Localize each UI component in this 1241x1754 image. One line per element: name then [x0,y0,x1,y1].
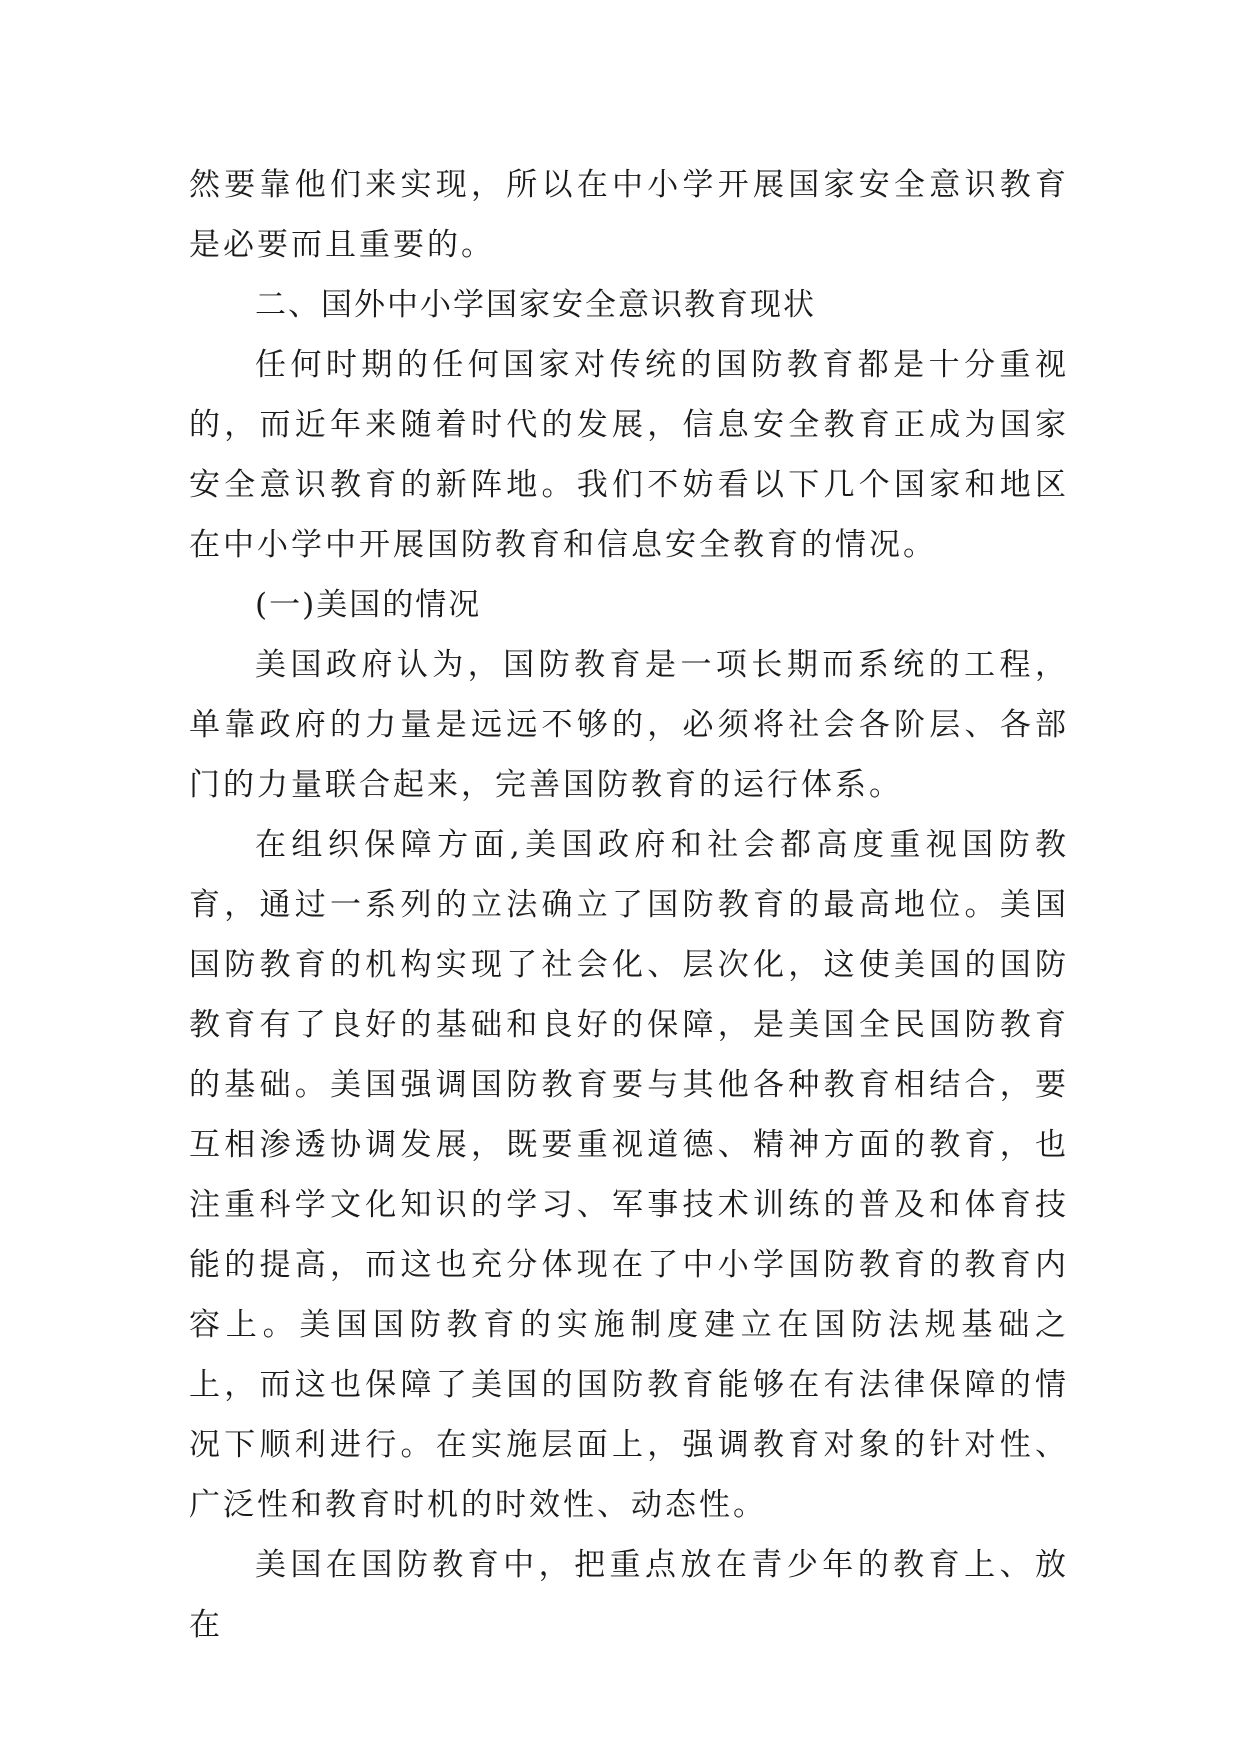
paragraph: 美国政府认为，国防教育是一项长期而系统的工程，单靠政府的力量是远远不够的，必须将社会各阶层、各部门的力量联合起来，完善国防教育的运行体系。 [189,647,1069,803]
paragraph-continuation: 然要靠他们来实现，所以在中小学开展国家安全意识教育是必要而且重要的。 [189,167,1069,263]
document-body [189,155,1069,1655]
subsection-heading: (一)美国的情况 [255,587,482,623]
paragraph: 任何时期的任何国家对传统的国防教育都是十分重视的，而近年来随着时代的发展，信息安全教育正成为国家安全意识教育的新阵地。我们不妨看以下几个国家和地区在中小学中开展国防教育和信息安全教育的情况。 [189,347,1069,563]
section-heading: 二、国外中小学国家安全意识教育现状 [255,287,816,323]
paragraph: 在组织保障方面,美国政府和社会都高度重视国防教育，通过一系列的立法确立了国防教育的最高地位。美国国防教育的机构实现了社会化、层次化，这使美国的国防教育有了良好的基础和良好的保障，是美国全民国防教育的基础。美国强调国防教育要与其他各种教育相结合，要互相渗透协调发展，既要重视道德、精神方面的教育，也注重科学文化知识的学习、军事技术训练的普及和体育技能的提高，而这也充分体现在了中小学国防教育的教育内容上。美国国防教育的实施制度建立在国防法规基础之上，而这也保障了美国的国防教育能够在有法律保障的情况下顺利进行。在实施层面上，强调教育对象的针对性、广泛性和教育时机的时效性、动态性。 [189,827,1069,1523]
paragraph: 美国在国防教育中，把重点放在青少年的教育上、放在 [189,1547,1069,1643]
